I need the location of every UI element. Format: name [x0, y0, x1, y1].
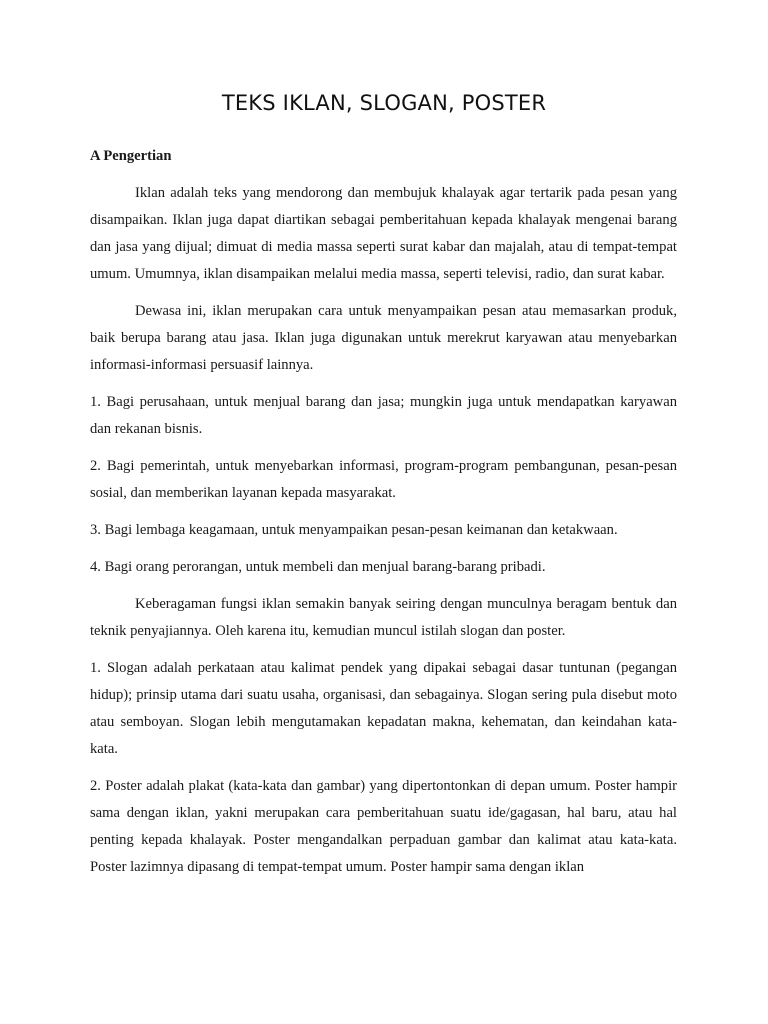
- document-title: TEKS IKLAN, SLOGAN, POSTER: [221, 91, 547, 115]
- list-item-slogan: 1. Slogan adalah perkataan atau kalimat pendek yang dipakai sebagai dasar tuntunan (pegangan hidup); prinsip utama dari suatu usaha, organisasi, dan sebagainya. Slogan sering pula disebut moto atau semboyan. Slogan lebih mengutamakan kepadatan makna, kehematan, dan keindahan kata-kata.: [90, 660, 677, 757]
- list-item: 2. Bagi pemerintah, untuk menyebarkan informasi, program-program pembangunan, pesan-pesan sosial, dan memberikan layanan kepada masyarakat.: [90, 458, 677, 501]
- list-item: 1. Bagi perusahaan, untuk menjual barang dan jasa; mungkin juga untuk mendapatkan karyawan dan rekanan bisnis.: [90, 394, 677, 437]
- list-item-poster: 2. Poster adalah plakat (kata-kata dan gambar) yang dipertontonkan di depan umum. Poster hampir sama dengan iklan, yakni merupakan cara pemberitahuan suatu ide/gagasan, hal baru, atau hal penting kepada khalayak. Poster mengandalkan perpaduan gambar dan kalimat atau kata-kata. Poster lazimnya dipasang di tempat-tempat umum. Poster hampir sama dengan iklan: [90, 778, 677, 875]
- document-body: [90, 143, 677, 891]
- list-item: 4. Bagi orang perorangan, untuk membeli dan menjual barang-barang pribadi.: [90, 559, 546, 575]
- section-heading: A Pengertian: [90, 148, 172, 164]
- paragraph-diversity: Keberagaman fungsi iklan semakin banyak seiring dengan munculnya beragam bentuk dan teknik penyajiannya. Oleh karena itu, kemudian muncul istilah slogan dan poster.: [90, 596, 677, 639]
- paragraph-definition: Iklan adalah teks yang mendorong dan membujuk khalayak agar tertarik pada pesan yang disampaikan. Iklan juga dapat diartikan sebagai pemberitahuan kepada khalayak mengenai barang dan jasa yang dijual; dimuat di media massa seperti surat kabar dan majalah, atau di tempat-tempat umum. Umumnya, iklan disampaikan melalui media massa, seperti televisi, radio, dan surat kabar.: [90, 185, 677, 282]
- list-item: 3. Bagi lembaga keagamaan, untuk menyampaikan pesan-pesan keimanan dan ketakwaan.: [90, 522, 618, 538]
- paragraph-purpose: Dewasa ini, iklan merupakan cara untuk menyampaikan pesan atau memasarkan produk, baik berupa barang atau jasa. Iklan juga digunakan untuk merekrut karyawan atau menyebarkan informasi-informasi persuasif lainnya.: [90, 303, 677, 373]
